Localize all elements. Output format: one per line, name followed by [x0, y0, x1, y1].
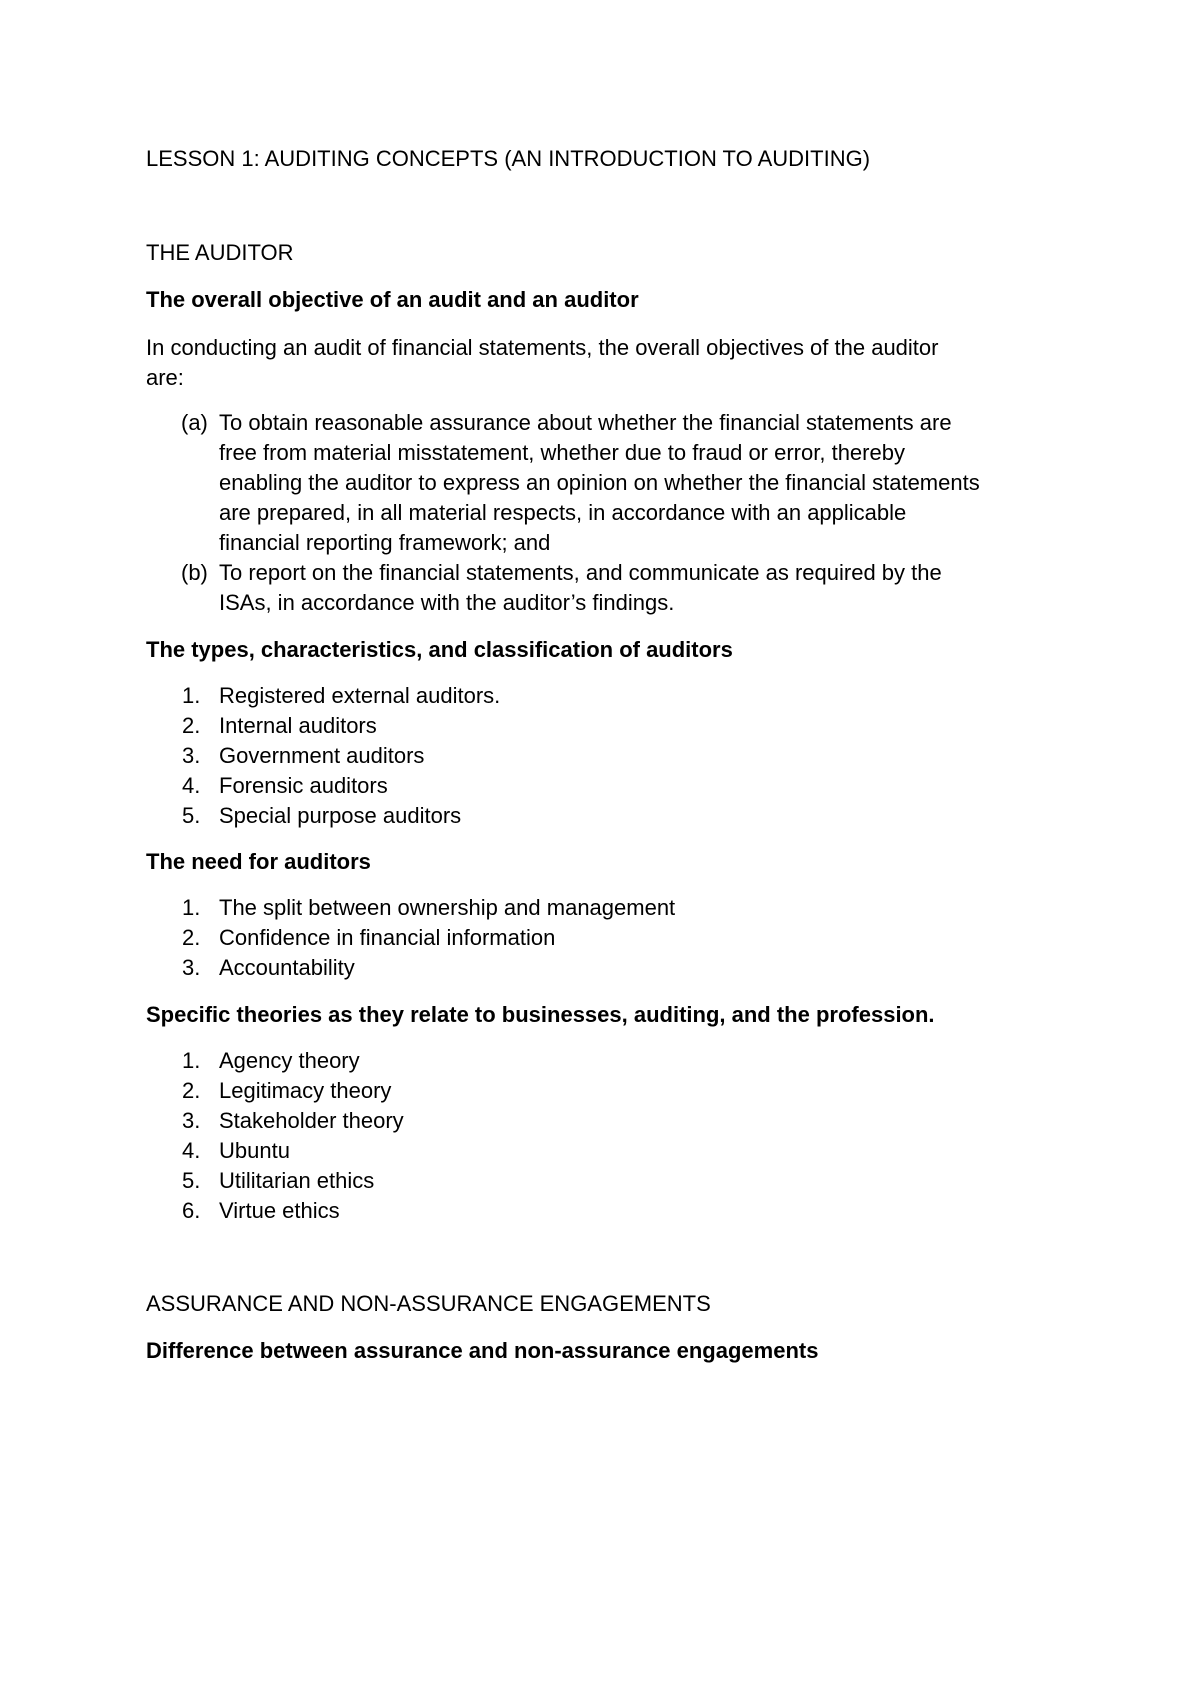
- list-number: 3.: [182, 1108, 201, 1133]
- list-item: Registered external auditors.: [219, 683, 501, 708]
- list-number: 1.: [182, 895, 201, 920]
- list-number: 6.: [182, 1198, 201, 1223]
- list-item: Legitimacy theory: [219, 1078, 392, 1103]
- objective-text-line: free from material misstatement, whether due to fraud or error, thereby: [219, 440, 905, 465]
- heading-need-for-auditors: The need for auditors: [146, 849, 371, 874]
- list-number: 2.: [182, 713, 201, 738]
- intro-paragraph-line-1: In conducting an audit of financial statements, the overall objectives of the auditor: [146, 335, 939, 360]
- list-item: Internal auditors: [219, 713, 377, 738]
- objective-marker: (b): [181, 560, 208, 585]
- list-number: 3.: [182, 955, 201, 980]
- list-number: 1.: [182, 683, 201, 708]
- intro-paragraph-line-2: are:: [146, 365, 184, 390]
- section-heading-assurance: ASSURANCE AND NON-ASSURANCE ENGAGEMENTS: [146, 1291, 711, 1316]
- list-number: 2.: [182, 925, 201, 950]
- list-item: Forensic auditors: [219, 773, 388, 798]
- list-item: Accountability: [219, 955, 355, 980]
- heading-overall-objective: The overall objective of an audit and an auditor: [146, 287, 639, 312]
- list-number: 4.: [182, 1138, 201, 1163]
- heading-difference-assurance: Difference between assurance and non-assurance engagements: [146, 1338, 819, 1363]
- list-item: Confidence in financial information: [219, 925, 556, 950]
- list-item: Ubuntu: [219, 1138, 290, 1163]
- list-item: Agency theory: [219, 1048, 360, 1073]
- objective-text-line: To obtain reasonable assurance about whether the financial statements are: [219, 410, 952, 435]
- lesson-title: LESSON 1: AUDITING CONCEPTS (AN INTRODUCTION TO AUDITING): [146, 146, 871, 171]
- list-number: 5.: [182, 1168, 201, 1193]
- list-item: The split between ownership and management: [219, 895, 676, 920]
- objective-text-line: financial reporting framework; and: [219, 530, 551, 555]
- list-number: 1.: [182, 1048, 201, 1073]
- list-number: 5.: [182, 803, 201, 828]
- objective-text-line: To report on the financial statements, and communicate as required by the: [219, 560, 942, 585]
- list-number: 2.: [182, 1078, 201, 1103]
- list-item: Special purpose auditors: [219, 803, 462, 828]
- list-item: Utilitarian ethics: [219, 1168, 375, 1193]
- list-item: Government auditors: [219, 743, 425, 768]
- list-number: 3.: [182, 743, 201, 768]
- heading-types-of-auditors: The types, characteristics, and classification of auditors: [146, 637, 733, 662]
- objective-text-line: ISAs, in accordance with the auditor’s findings.: [219, 590, 675, 615]
- list-item: Virtue ethics: [219, 1198, 340, 1223]
- list-item: Stakeholder theory: [219, 1108, 404, 1133]
- objective-text-line: are prepared, in all material respects, in accordance with an applicable: [219, 500, 907, 525]
- section-heading-auditor: THE AUDITOR: [146, 240, 294, 265]
- objective-marker: (a): [181, 410, 208, 435]
- objective-text-line: enabling the auditor to express an opinion on whether the financial statements: [219, 470, 980, 495]
- heading-specific-theories: Specific theories as they relate to businesses, auditing, and the profession.: [146, 1002, 935, 1027]
- list-number: 4.: [182, 773, 201, 798]
